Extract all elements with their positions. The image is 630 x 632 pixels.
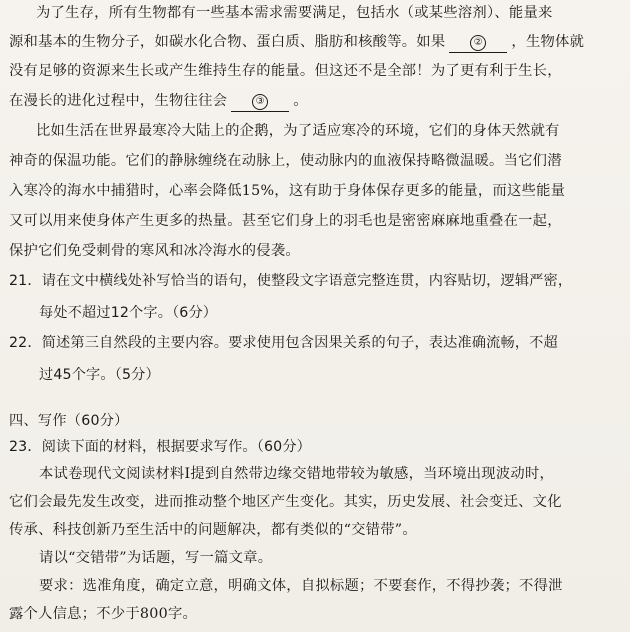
- question-22-line-2: 过45个字。（5分）: [39, 367, 160, 383]
- paragraph-2-line-4: [9, 91, 308, 112]
- paragraph-3-line-4: 又可以用来使身体产生更多的热量。甚至它们身上的羽毛也是密密麻麻地重叠在一起，: [9, 213, 562, 229]
- paragraph-2-line-4-before: 在漫长的进化过程中，生物往往会: [9, 93, 228, 109]
- paragraph-2-line-2-before: 源和基本的生物分子，如碳水化合物、蛋白质、脂肪和核酸等。如果: [9, 34, 446, 50]
- paragraph-2-line-1: 为了生存，所有生物都有一些基本需求需要满足，包括水（或某些溶剂）、能量来: [36, 5, 553, 21]
- question-23-material-line-3: 传承、科技创新乃至生活中的问题解决，都有类似的“交错带”。: [9, 522, 417, 538]
- paragraph-2-line-4-after: 。: [293, 93, 308, 109]
- paragraph-3-line-5: 保护它们免受刺骨的寒风和冰冷海水的侵袭。: [9, 243, 300, 259]
- blank-2-label: ②: [470, 35, 486, 51]
- question-23-material-line-2: 它们会最先发生改变，进而推动整个地区产生变化。其实，历史发展、社会变迁、文化: [9, 494, 562, 510]
- section-4-heading: 四、写作（60分）: [9, 413, 129, 429]
- paragraph-2-line-2-after: ，生物体就: [511, 34, 585, 50]
- question-21-line-2: 每处不超过12个字。（6分）: [39, 305, 218, 321]
- paragraph-2-line-3: 没有足够的资源来生长或产生维持生存的能量。但这还不是全部！为了更有利于生长，: [9, 63, 562, 79]
- answer-blank-3: [231, 91, 289, 112]
- question-22-line-1: 22．简述第三自然段的主要内容。要求使用包含因果关系的句子，表达准确流畅，不超: [9, 335, 558, 351]
- question-23-line-1: 23．阅读下面的材料，根据要求写作。（60分）: [9, 439, 312, 455]
- question-21-line-1: 21．请在文中横线处补写恰当的语句，使整段文字语意完整连贯，内容贴切，逻辑严密，: [9, 273, 573, 289]
- blank-3-label: ③: [252, 94, 268, 110]
- answer-blank-2: [449, 32, 507, 53]
- question-23-material-line-1: 本试卷现代文阅读材料Ⅰ提到自然带边缘交错地带较为敏感，当环境出现波动时，: [39, 466, 555, 482]
- question-23-requirements-line-2: 露个人信息；不少于800字。: [9, 606, 198, 622]
- paragraph-3-line-2: 神奇的保温功能。它们的静脉缠绕在动脉上，使动脉内的血液保持略微温暖。当它们潜: [9, 153, 562, 169]
- paragraph-2-line-2: [9, 32, 584, 53]
- paragraph-3-line-3: 入寒冷的海水中捕猎时，心率会降低15%，这有助于身体保存更多的能量，而这些能量: [9, 183, 566, 199]
- question-23-requirements-line-1: 要求：选准角度，确定立意，明确文体，自拟标题；不要套作，不得抄袭；不得泄: [39, 578, 563, 594]
- question-23-prompt: 请以“交错带”为话题，写一篇文章。: [39, 550, 273, 566]
- paragraph-3-line-1: 比如生活在世界最寒冷大陆上的企鹅，为了适应寒冷的环境，它们的身体天然就有: [36, 123, 560, 139]
